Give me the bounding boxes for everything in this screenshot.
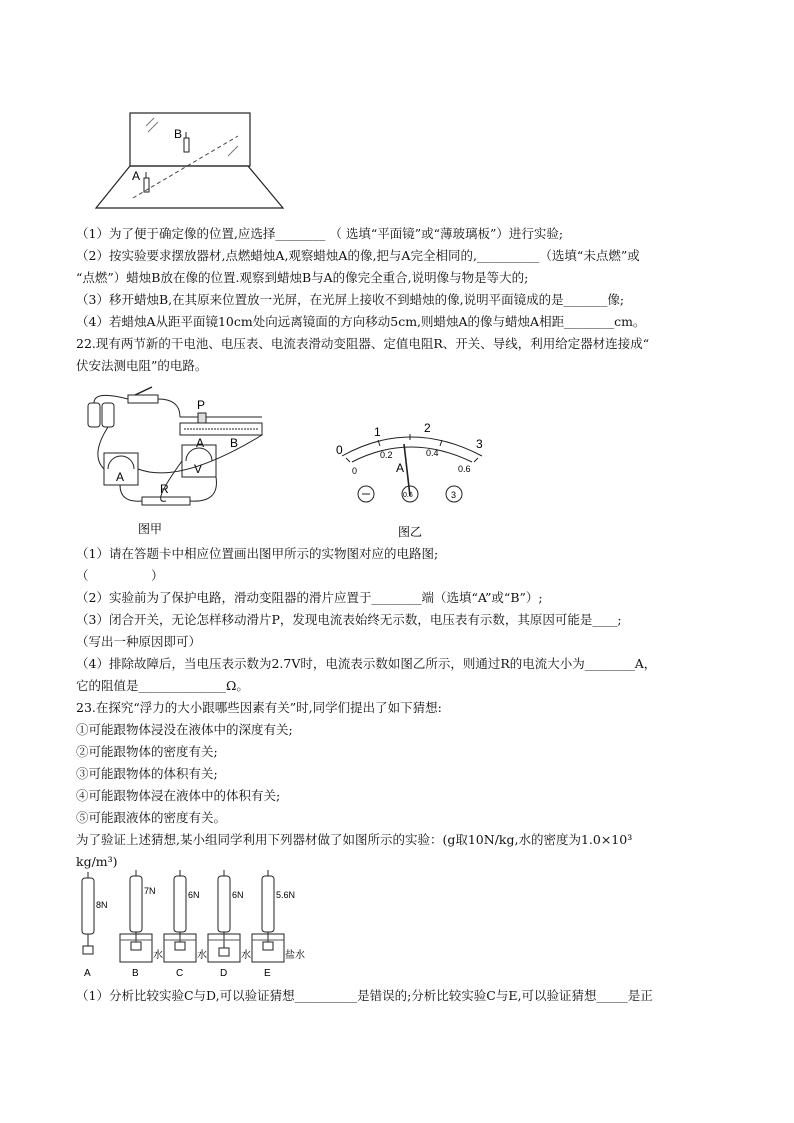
text-line-1: （1）为了便于确定像的位置,应选择________ （ 选填“平面镜”或“薄玻璃板”）进行实验;: [76, 226, 564, 241]
rheostat-a-label: A: [196, 436, 205, 450]
reading-b: 7N: [144, 886, 156, 896]
rheostat-b-label: B: [230, 436, 239, 450]
scale-bottom-1: 0.2: [380, 450, 393, 460]
text-line-9: （ ）: [76, 568, 164, 583]
text-line-17: ②可能跟物体的密度有关;: [76, 744, 218, 759]
text-line-16: ①可能跟物体浸没在液体中的深度有关;: [76, 722, 293, 737]
plane-mirror-figure: [88, 108, 288, 213]
text-line-11: （3）闭合开关，无论怎样移动滑片P，发现电流表始终无示数，电压表有示数，其原因可能是____;: [76, 612, 622, 627]
text-line-12: （写出一种原因即可）: [76, 634, 202, 649]
ammeter-figure-yi: [330, 418, 500, 540]
candle-b-label: B: [174, 127, 183, 141]
terminal-3: 3: [451, 490, 457, 500]
scale-top-2: 2: [424, 421, 431, 435]
text-line-6: 22.现有两节新的干电池、电压表、电流表滑动变阻器、定值电阻R、开关、导线，利用给定器材连接成“: [76, 336, 650, 351]
reading-c: 6N: [188, 890, 200, 900]
text-line-13: （4）排除故障后，当电压表示数为2.7V时，电流表示数如图乙所示，则通过R的电流大小为________A，: [76, 656, 657, 671]
label-b: B: [132, 968, 139, 979]
scale-top-0: 0: [336, 443, 343, 457]
text-line-20: ⑤可能跟液体的密度有关。: [76, 810, 227, 825]
scale-top-3: 3: [476, 437, 483, 451]
candle-a-label: A: [132, 169, 141, 183]
text-line-22: kg/m³): [76, 854, 118, 869]
circuit-figure-jia: [80, 385, 280, 540]
text-line-23: （1）分析比较实验C与D,可以验证猜想__________是错误的;分析比较实验C与E,可以验证猜想_____是正: [76, 988, 653, 1003]
label-d: D: [220, 968, 228, 979]
scale-bottom-0: 0: [352, 466, 358, 476]
text-line-3: “点燃”）蜡烛B放在像的位置.观察到蜡烛B与A的像完全重合,说明像与物是等大的;: [76, 270, 529, 285]
text-line-19: ④可能跟物体浸在液体中的体积有关;: [76, 788, 281, 803]
scale-bottom-2: 0.4: [426, 448, 439, 458]
buoyancy-figure: [72, 868, 322, 980]
text-line-10: （2）实验前为了保护电路，滑动变阻器的滑片应置于________端（选填“A”或“B”）;: [76, 590, 543, 605]
scale-bottom-3: 0.6: [458, 464, 471, 474]
liquid-d: 水: [241, 950, 251, 961]
text-line-21: 为了验证上述猜想,某小组同学利用下列器材做了如图所示的实验：(g取10N/kg,水的密度为1.0×10³: [76, 832, 633, 847]
reading-e: 5.6N: [276, 890, 296, 900]
reading-d: 6N: [232, 890, 244, 900]
text-line-14: 它的阻值是______________Ω。: [76, 678, 249, 693]
terminal-0-6: 0.6: [403, 492, 413, 499]
text-line-18: ③可能跟物体的体积有关;: [76, 766, 218, 781]
text-line-2: （2）按实验要求摆放器材,点燃蜡烛A,观察蜡烛A的像,把与A完全相同的,__________（选填“未点燃”或: [76, 248, 640, 263]
resistor-r-label: R: [160, 482, 169, 496]
figure-yi-caption: 图乙: [398, 525, 423, 539]
liquid-c: 水: [197, 950, 207, 961]
text-line-4: （3）移开蜡烛B,在其原来位置放一光屏，在光屏上接收不到蜡烛的像,说明平面镜成的是_______像;: [76, 292, 625, 307]
text-line-8: （1）请在答题卡中相应位置画出图甲所示的实物图对应的电路图;: [76, 546, 439, 561]
liquid-b: 水: [153, 950, 163, 961]
ammeter-unit-label: A: [396, 461, 405, 475]
figure-jia-caption: 图甲: [138, 522, 163, 536]
liquid-e: 盐水: [285, 950, 305, 961]
ammeter-meter-label: A: [116, 470, 125, 484]
label-e: E: [264, 968, 271, 979]
text-line-15: 23.在探究“浮力的大小跟哪些因素有关”时,同学们提出了如下猜想:: [76, 700, 442, 715]
text-line-7: 伏安法测电阻”的电路。: [76, 358, 208, 373]
text-line-5: （4）若蜡烛A从距平面镜10cm处向远离镜面的方向移动5cm,则蜡烛A的像与蜡烛A相距________cm。: [76, 314, 646, 329]
label-a: A: [84, 968, 91, 979]
label-c: C: [176, 968, 184, 979]
reading-a: 8N: [96, 900, 108, 910]
scale-top-1: 1: [374, 425, 381, 439]
voltmeter-meter-label: V: [194, 462, 203, 476]
slider-p-label: P: [197, 398, 206, 412]
